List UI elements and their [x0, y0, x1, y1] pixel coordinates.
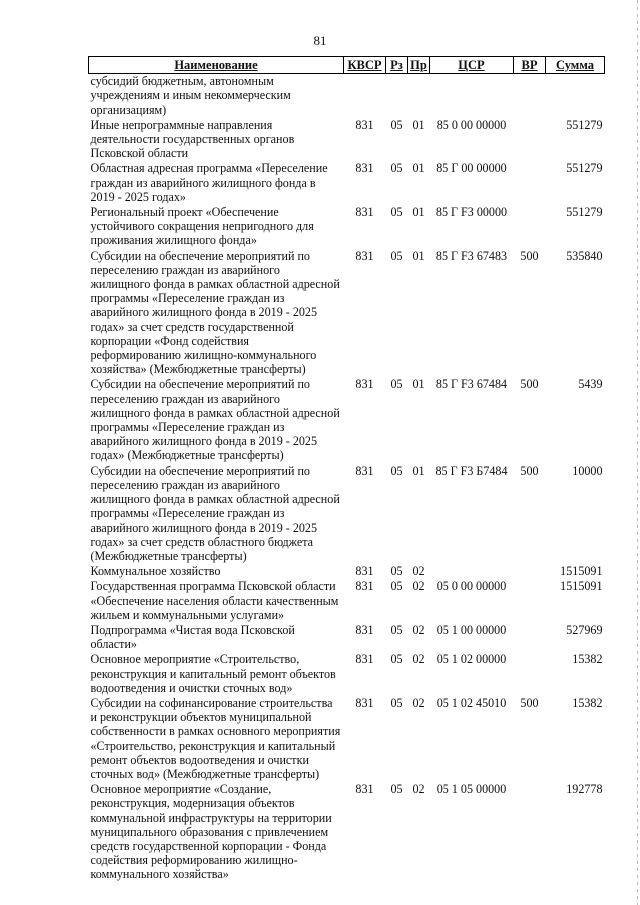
cell-rz: 05: [390, 579, 403, 594]
cell-name: субсидий бюджетным, автономным учреждениям и иным некоммерческим организациям): [90, 74, 291, 117]
cell-rz: 05: [390, 463, 403, 478]
cell-vr: [514, 74, 546, 117]
cell-pr: 01: [412, 205, 425, 220]
cell-name: Областная адресная программа «Переселение граждан из аварийного жилищного фонда в 2019 - 2025 годах»: [90, 161, 328, 204]
table-row: [89, 695, 605, 781]
cell-csr: [430, 74, 514, 117]
cell-sum: [546, 74, 605, 117]
cell-kvsr: 831: [355, 695, 374, 710]
cell-rz: 05: [390, 622, 403, 637]
table-row: [89, 248, 605, 377]
cell-kvsr: 831: [355, 161, 374, 176]
budget-table: [88, 56, 605, 882]
cell-rz: 05: [390, 117, 403, 132]
cell-csr: 85 0 00 00000: [436, 117, 507, 132]
cell-sum: 551279: [566, 117, 603, 132]
cell-name: Государственная программа Псковской области «Обеспечение населения области качественным жильем и коммунальными услугами»: [90, 579, 339, 622]
cell-name: Субсидии на обеспечение мероприятий по переселению граждан из аварийного жилищного фонда в рамках областной адресной программы «Переселение граждан из аварийного жилищного фонда в 2019 - 2025 годах» за счет средств областного бюджета (Межбюджетные трансферты): [90, 463, 340, 563]
table-row: [89, 376, 605, 462]
cell-pr: 02: [412, 695, 425, 710]
cell-name: Региональный проект «Обеспечение устойчивого сокращения непригодного для проживания жилищного фонда»: [90, 205, 314, 248]
cell-csr: 05 0 00 00000: [436, 579, 507, 594]
table-row: [89, 117, 605, 161]
cell-name: Субсидии на обеспечение мероприятий по переселению граждан из аварийного жилищного фонда в рамках областной адресной программы «Переселение граждан из аварийного жилищного фонда в 2019 - 2025 годах» (Межбюджетные трансферты): [90, 377, 340, 463]
cell-name: Иные непрограммные направления деятельности государственных органов Псковской области: [90, 117, 295, 161]
table-row: [89, 563, 605, 578]
cell-name: Коммунальное хозяйство: [90, 564, 221, 579]
cell-kvsr: [344, 74, 386, 117]
cell-rz: 05: [390, 205, 403, 220]
column-header-rz: Рз: [386, 57, 408, 74]
cell-rz: 05: [390, 161, 403, 176]
cell-sum: 551279: [566, 205, 603, 220]
cell-kvsr: 831: [355, 579, 374, 594]
cell-vr: [514, 563, 546, 578]
cell-rz: [386, 74, 408, 117]
table-row: [89, 160, 605, 204]
cell-csr: 05 1 05 00000: [436, 782, 507, 797]
cell-vr: 500: [520, 377, 539, 392]
cell-pr: 01: [412, 161, 425, 176]
cell-csr: 85 Г F3 67484: [435, 377, 508, 392]
table-row: [89, 463, 605, 563]
cell-rz: 05: [390, 695, 403, 710]
cell-sum: 15382: [572, 695, 603, 710]
table-body: [89, 74, 605, 882]
cell-csr: 05 1 02 00000: [436, 652, 507, 667]
cell-vr: [514, 160, 546, 204]
cell-kvsr: 831: [355, 782, 374, 797]
column-header-csr: ЦСР: [430, 57, 514, 74]
cell-sum: 15382: [572, 652, 603, 667]
cell-pr: 02: [412, 652, 425, 667]
cell-sum: 551279: [566, 161, 603, 176]
cell-name: Основное мероприятие «Строительство, реконструкция и капитальный ремонт объектов водоотведения и очистки сточных вод»: [90, 652, 336, 695]
cell-pr: 01: [412, 117, 425, 132]
column-header-kvsr: КВСР: [344, 57, 386, 74]
table-row: [89, 781, 605, 881]
cell-sum: 535840: [566, 248, 603, 263]
cell-kvsr: 831: [355, 377, 374, 392]
cell-name: Основное мероприятие «Создание, реконструкция, модернизация объектов коммунальной инфраструктуры на территории муниципального образования с привлечением средств государственной корпорации - Фонда содействия реформированию жилищно-коммунального хозяйства»: [90, 782, 332, 882]
cell-kvsr: 831: [355, 564, 374, 579]
cell-vr: [514, 622, 546, 651]
cell-csr: 05 1 00 00000: [436, 622, 507, 637]
cell-vr: 500: [520, 695, 539, 710]
table-row: [89, 578, 605, 622]
table-row: [89, 622, 605, 651]
cell-sum: 192778: [566, 782, 603, 797]
table-row: [89, 204, 605, 248]
cell-pr: 02: [412, 622, 425, 637]
cell-csr: 85 Г F3 67483: [435, 248, 508, 263]
cell-csr: [430, 563, 514, 578]
cell-vr: 500: [520, 463, 539, 478]
cell-rz: 05: [390, 377, 403, 392]
table-row: [89, 74, 605, 117]
cell-vr: [514, 204, 546, 248]
cell-pr: 01: [412, 463, 425, 478]
cell-kvsr: 831: [355, 248, 374, 263]
cell-vr: [514, 651, 546, 695]
column-header-pr: Пр: [408, 57, 430, 74]
cell-name: Подпрограмма «Чистая вода Псковской области»: [90, 622, 295, 652]
cell-pr: [408, 74, 430, 117]
cell-pr: 01: [412, 248, 425, 263]
cell-vr: [514, 578, 546, 622]
cell-csr: 05 1 02 45010: [436, 695, 507, 710]
table-row: [89, 651, 605, 695]
cell-pr: 02: [412, 579, 425, 594]
column-header-sum: Сумма: [546, 57, 605, 74]
cell-kvsr: 831: [355, 622, 374, 637]
cell-sum: 527969: [566, 622, 603, 637]
cell-vr: [514, 781, 546, 881]
cell-kvsr: 831: [355, 117, 374, 132]
cell-kvsr: 831: [355, 205, 374, 220]
cell-rz: 05: [390, 782, 403, 797]
scan-edge-line: [637, 0, 638, 905]
cell-rz: 05: [390, 564, 403, 579]
cell-kvsr: 831: [355, 652, 374, 667]
cell-csr: 85 Г F3 Б7484: [435, 463, 508, 478]
cell-pr: 01: [412, 377, 425, 392]
column-header-name: Наименование: [89, 57, 344, 74]
cell-csr: 85 Г F3 00000: [435, 205, 508, 220]
cell-sum: 10000: [572, 463, 603, 478]
cell-sum: 1515091: [560, 579, 603, 594]
cell-sum: 5439: [578, 377, 603, 392]
cell-rz: 05: [390, 652, 403, 667]
cell-kvsr: 831: [355, 463, 374, 478]
cell-csr: 85 Г 00 00000: [436, 161, 507, 176]
cell-vr: [514, 117, 546, 161]
table-header-row: [89, 57, 605, 74]
cell-name: Субсидии на софинансирование строительства и реконструкции объектов муниципальной собственности в рамках основного мероприятия «Строительство, реконструкция и капитальный ремонт объектов водоотведения и очистки сточных вод» (Межбюджетные трансферты): [90, 695, 341, 781]
column-header-vr: ВР: [514, 57, 546, 74]
cell-pr: 02: [412, 564, 425, 579]
page-number: 81: [313, 33, 327, 48]
cell-name: Субсидии на обеспечение мероприятий по переселению граждан из аварийного жилищного фонда в рамках областной адресной программы «Переселение граждан из аварийного жилищного фонда в 2019 - 2025 годах» за счет средств государственной корпорации «Фонд содействия реформированию жилищно-коммунального хозяйства» (Межбюджетные трансферты): [90, 248, 340, 377]
cell-vr: 500: [520, 248, 539, 263]
cell-rz: 05: [390, 248, 403, 263]
cell-sum: 1515091: [560, 564, 603, 579]
cell-pr: 02: [412, 782, 425, 797]
